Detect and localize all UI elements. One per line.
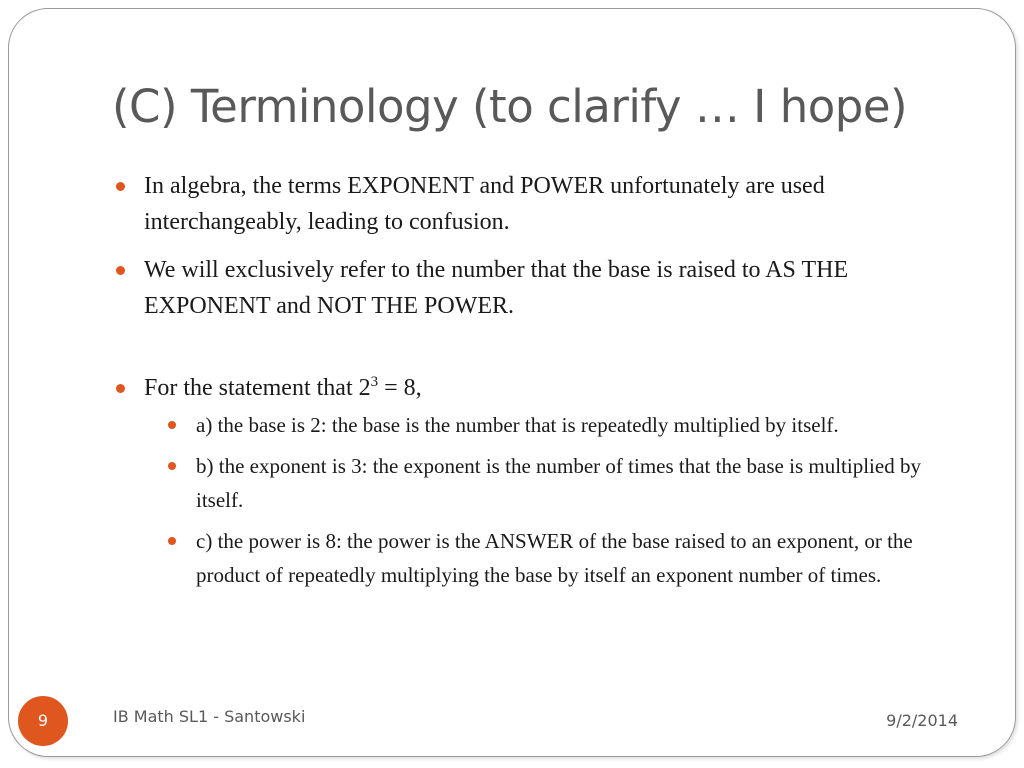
sub-bullet-item [168, 524, 966, 592]
bullet-item-statement [116, 370, 966, 406]
slide-title: (C) Terminology (to clarify … I hope) [112, 80, 908, 133]
bullet-text: In algebra, the terms EXPONENT and POWER unfortunately are used interchangeably, leading to confusion. [144, 173, 825, 235]
statement-prefix: For the statement that [144, 375, 359, 401]
statement-exponent: 3 [370, 374, 379, 390]
bullet-text: We will exclusively refer to the number that the base is raised to AS THE EXPONENT and NOT THE POWER. [144, 257, 849, 319]
bullet-dot-icon [116, 182, 125, 191]
bullet-dot-icon [168, 462, 176, 470]
footer-text: IB Math SL1 - Santowski [113, 707, 306, 726]
slide-number-badge: 9 [18, 696, 68, 746]
sub-bullet-text: a) the base is 2: the base is the number that is repeatedly multiplied by itself. [196, 413, 839, 437]
bullet-item [116, 252, 966, 324]
bullet-dot-icon [168, 421, 176, 429]
sub-bullet-list [116, 408, 966, 592]
sub-bullet-text: c) the power is 8: the power is the ANSWER of the base raised to an exponent, or the product of repeatedly multiplying the base by itself an exponent number of times. [196, 529, 913, 587]
statement-base: 2 [358, 375, 371, 401]
sub-bullet-item [168, 449, 966, 517]
slide-body [116, 168, 966, 599]
bullet-list [116, 168, 966, 406]
bullet-dot-icon [168, 537, 176, 545]
bullet-dot-icon [116, 384, 125, 393]
footer-date: 9/2/2014 [886, 711, 958, 730]
statement-suffix: = 8, [378, 375, 422, 401]
sub-bullet-item [168, 408, 966, 442]
bullet-item [116, 168, 966, 240]
sub-bullet-text: b) the exponent is 3: the exponent is the number of times that the base is multiplied by itself. [196, 454, 921, 512]
bullet-dot-icon [116, 266, 125, 275]
